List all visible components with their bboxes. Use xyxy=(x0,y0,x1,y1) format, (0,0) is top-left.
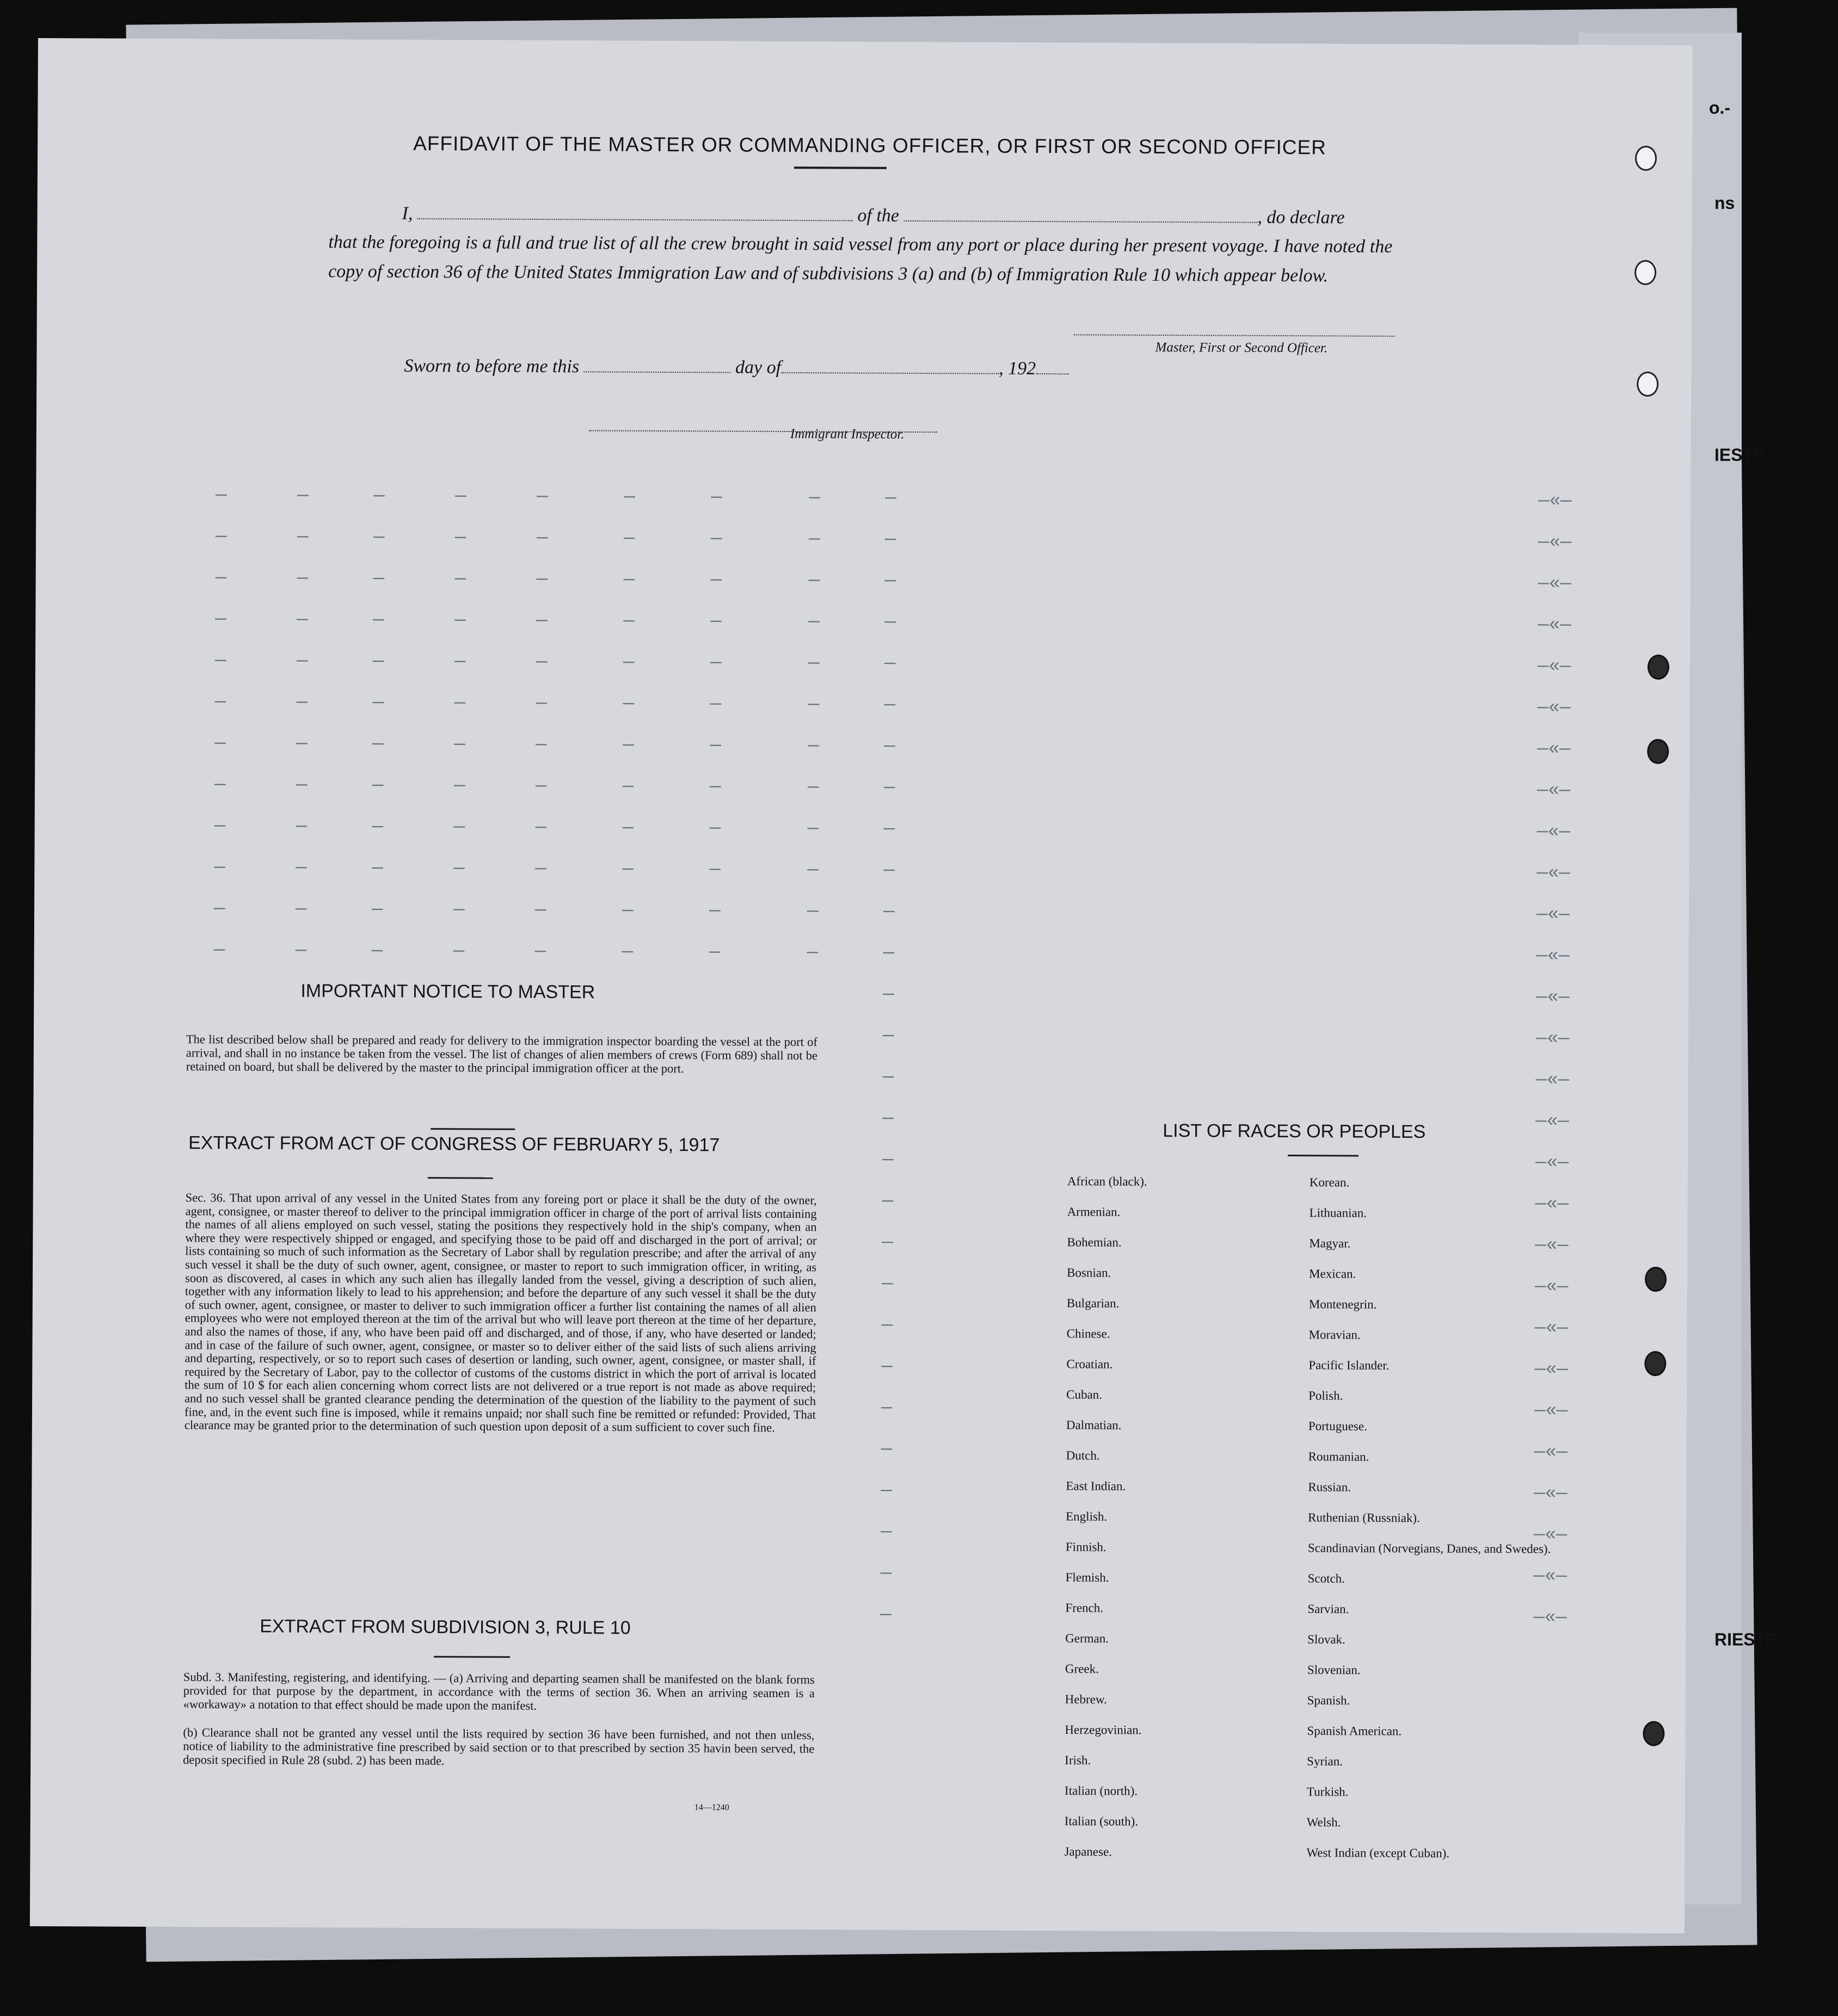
master-signature-line[interactable] xyxy=(1074,334,1395,337)
affidavit-of-the: of the xyxy=(857,205,899,226)
race-item: Roumanian. xyxy=(1308,1450,1369,1464)
bleed-through-mark: — xyxy=(881,1315,893,1336)
section-rule xyxy=(434,1656,510,1658)
bleed-through-mark: — xyxy=(371,940,383,961)
race-item: Syrian. xyxy=(1307,1754,1343,1768)
sworn-day-of: day of xyxy=(735,357,782,378)
punch-hole xyxy=(1645,1267,1667,1292)
bleed-through-mark: — xyxy=(808,570,820,591)
race-item: Slovenian. xyxy=(1307,1663,1361,1677)
bleed-through-mark: —«— xyxy=(1536,987,1570,1008)
bleed-through-mark: —«— xyxy=(1533,1607,1567,1629)
bleed-through-mark: — xyxy=(880,1563,892,1584)
bleed-through-mark: — xyxy=(296,651,308,672)
bleed-through-mark: — xyxy=(710,570,722,591)
officer-name-field[interactable] xyxy=(417,203,853,221)
bleed-through-mark: — xyxy=(884,612,896,633)
bleed-through-mark: — xyxy=(373,485,385,507)
rule-extract-para-a: Subd. 3. Manifesting, registering, and identifying. — (a) Arriving and departing seamen shall be manifested on the blank forms provided for that purpose by the department, in accordance with the terms of section 36. When an arriving seamen is a «workaway» a notation to that effect should be made upon the manifest. xyxy=(183,1670,815,1713)
race-item: Scandinavian (Norvegians, Danes, and Swedes). xyxy=(1307,1541,1551,1556)
race-item: Montenegrin. xyxy=(1308,1297,1377,1311)
race-item: Greek. xyxy=(1065,1662,1099,1676)
inspector-signature-label: Immigrant Inspector. xyxy=(790,427,905,442)
bleed-through-mark: — xyxy=(881,1273,893,1294)
bleed-through-mark: — xyxy=(295,899,307,920)
bleed-through-mark: —«— xyxy=(1536,946,1570,967)
act-extract-title: EXTRACT FROM ACT OF CONGRESS OF FEBRUARY 5, 1917 xyxy=(188,1132,720,1156)
bleed-through-mark: —«— xyxy=(1535,1028,1570,1050)
bleed-through-mark: — xyxy=(880,1604,892,1625)
race-item: Dalmatian. xyxy=(1066,1418,1122,1432)
bleed-through-mark: — xyxy=(884,529,896,550)
bleed-through-mark: — xyxy=(882,1025,894,1046)
bleed-through-mark: — xyxy=(709,776,721,798)
bleed-through-mark: — xyxy=(622,900,634,921)
bleed-through-mark: —«— xyxy=(1533,1525,1567,1546)
notice-title: IMPORTANT NOTICE TO MASTER xyxy=(300,981,595,1003)
bleed-through-mark: — xyxy=(454,610,466,631)
race-item: Dutch. xyxy=(1066,1448,1100,1463)
bleed-through-mark: — xyxy=(536,693,548,714)
race-item: Hebrew. xyxy=(1065,1692,1107,1706)
bleed-through-mark: — xyxy=(454,734,465,755)
punch-hole xyxy=(1637,372,1658,397)
bleed-through-mark: — xyxy=(297,527,309,548)
section-rule xyxy=(431,1128,515,1130)
bleed-through-mark: —«— xyxy=(1534,1277,1569,1298)
bleed-through-mark: — xyxy=(297,609,308,631)
race-item: Spanish American. xyxy=(1307,1724,1402,1738)
bleed-through-mark: — xyxy=(709,901,721,922)
sworn-month-field[interactable] xyxy=(781,357,999,374)
bleed-through-mark: — xyxy=(623,528,635,549)
bleed-through-mark: — xyxy=(883,942,895,964)
bleed-through-mark: — xyxy=(296,858,307,879)
bleed-through-mark: —«— xyxy=(1535,1152,1569,1174)
bleed-through-mark: —«— xyxy=(1537,739,1571,760)
bleed-through-mark: — xyxy=(622,941,634,963)
bleed-through-mark: —«— xyxy=(1536,780,1571,802)
bleed-through-mark: — xyxy=(710,528,722,550)
bleed-through-mark: — xyxy=(295,940,307,961)
bleed-through-mark: — xyxy=(881,1480,892,1501)
bleed-through-mark: — xyxy=(214,774,226,796)
race-item: Welsh. xyxy=(1306,1815,1341,1829)
race-item: Portuguese. xyxy=(1308,1419,1367,1433)
bleed-through-mark: — xyxy=(373,568,385,589)
race-item: Magyar. xyxy=(1309,1236,1351,1250)
bleed-through-mark: — xyxy=(535,858,546,880)
bleed-through-mark: — xyxy=(536,528,548,549)
bleed-through-mark: —«— xyxy=(1535,1111,1569,1132)
bleed-through-mark: — xyxy=(216,485,227,506)
race-item: Spanish. xyxy=(1307,1693,1350,1707)
race-item: Ruthenian (Russniak). xyxy=(1308,1511,1420,1525)
bleed-through-mark: — xyxy=(623,652,635,673)
rule-extract-title: EXTRACT FROM SUBDIVISION 3, RULE 10 xyxy=(260,1616,631,1638)
races-title: LIST OF RACES OR PEOPLES xyxy=(1163,1120,1426,1143)
title-rule xyxy=(794,167,887,169)
bleed-through-mark: —«— xyxy=(1538,615,1571,636)
bleed-through-mark: — xyxy=(453,817,465,838)
bleed-through-mark: — xyxy=(455,486,466,507)
race-item: Italian (north). xyxy=(1064,1784,1138,1798)
bleed-through-mark: — xyxy=(453,899,465,921)
bleed-through-mark: — xyxy=(453,775,465,797)
race-item: Japanese. xyxy=(1064,1845,1112,1859)
act-extract-body: Sec. 36. That upon arrival of any vessel in the United States from any foreing port or place it shall be the duty of the owner, agent, consignee, or master thereof to deliver to the principal immigration officer in charge of the port of arrival lists containing the names of all aliens employed on such vessel, stating the positions they respectively hold in the ship's company, when an where they were respectively shipped or engaged, and specifying those to be paid off and discharged in the port of arrival; or lists containing so much of such information as the Secretary of Labor shall by regulation prescribe; and after the arrival of any such vessel it shall be the duty of such owner, agent, consignee, or master to report to such immigration officer, in writing, as soon as discovered, al cases in which any such alien has illegally landed from the vessel, giving a description of such alien, together with any information likely to lead to his apprehension; and before the departure of any such vessel it shall be the duty of such owner, agent, consignee, or master to deliver to such immigration officer a further list containing the names of all alien employees who were not employed thereon at the tim of the arrival but who will leave port thereon at the time of her departure, and also the names of those, if any, who have been paid off and discharged, and of those, if any, who have deserted or landed; and in case of the failure of such owner, agent, consignee, or master so to deliver either of the said lists of such aliens arriving and departing, respectively, or so to report such cases of desertion or landing, such owner, agent, consignee, or master shall, if required by the Secretary of Labor, pay to the collector of customs of the customs district in which the port of arrival is located the sum of 10 $ for each alien concerning whom correct lists are not delivered or a true report is not made as above required; and no such vessel shall be granted clearance pending the determination of the question of the liability to the payment of such fine, and, in the event such fine is imposed, while it remains unpaid; nor shall such fine be remitted or refunded: Provided, That clearance may be granted prior to the determination of such question upon deposit of a sum sufficient to cover such fine. xyxy=(184,1191,817,1435)
bleed-through-mark: — xyxy=(622,776,634,797)
punch-hole xyxy=(1647,739,1669,764)
bleed-through-mark: — xyxy=(535,776,547,797)
bleed-through-mark: —«— xyxy=(1535,1194,1569,1215)
bleed-through-mark: — xyxy=(884,694,896,716)
bleed-through-mark: —«— xyxy=(1537,656,1571,677)
bleed-through-mark: —«— xyxy=(1538,532,1572,553)
bleed-through-mark: — xyxy=(808,694,820,716)
sworn-year: , 192 xyxy=(999,358,1036,379)
affidavit-title: AFFIDAVIT OF THE MASTER OR COMMANDING OFFICER, OR FIRST OR SECOND OFFICER xyxy=(413,132,1327,159)
race-item: Armenian. xyxy=(1067,1205,1121,1219)
bleed-through-mark: — xyxy=(883,901,895,922)
bleed-through-mark: — xyxy=(623,569,635,590)
race-item: Turkish. xyxy=(1306,1785,1349,1799)
affidavit-i: I, xyxy=(402,203,413,224)
bleed-through-mark: — xyxy=(622,859,634,880)
bleed-through-mark: — xyxy=(296,692,308,713)
margin-mark-trieste-1: IESTE xyxy=(1714,445,1765,465)
bleed-through-mark: — xyxy=(296,775,308,796)
race-item: Cuban. xyxy=(1066,1388,1103,1402)
bleed-through-mark: — xyxy=(882,1108,894,1129)
affidavit-do-declare: , do declare xyxy=(1257,207,1345,228)
bleed-through-mark: — xyxy=(453,941,465,962)
bleed-through-mark: — xyxy=(807,942,819,964)
affidavit-body: that the foregoing is a full and true list of all the crew brought in said vessel from any port or place during her present voyage. I have noted the copy of section 36 of the United States Immigration Law and of subdivisions 3 (a) and (b) of Immigration Rule 10 which appear below. xyxy=(328,232,1393,286)
race-item: Finnish. xyxy=(1065,1540,1107,1554)
bleed-through-mark: — xyxy=(623,611,635,632)
bleed-through-mark: — xyxy=(880,1521,892,1543)
margin-mark-top-right: o.- xyxy=(1709,98,1731,118)
form-sheet xyxy=(30,38,1693,1933)
race-item: Korean. xyxy=(1309,1175,1350,1189)
bleed-through-mark: — xyxy=(622,817,634,839)
bleed-through-mark: — xyxy=(373,609,384,631)
race-item: Croatian. xyxy=(1066,1357,1113,1371)
race-item: Herzegovinian. xyxy=(1065,1723,1142,1737)
bleed-through-mark: — xyxy=(536,652,548,673)
bleed-through-mark: — xyxy=(709,859,721,880)
race-item: Irish. xyxy=(1065,1753,1091,1767)
bleed-through-mark: — xyxy=(807,901,819,922)
section-rule xyxy=(1288,1155,1358,1157)
bleed-through-mark: — xyxy=(884,653,896,674)
bleed-through-mark: — xyxy=(710,735,721,756)
bleed-through-mark: —«— xyxy=(1535,1235,1569,1256)
bleed-through-mark: — xyxy=(215,609,226,630)
rule-extract-para-b: (b) Clearance shall not be granted any vessel until the lists required by section 36 have been furnished, and not then unless, notice of liability to the administrative fine prescribed by said section or to that prescribed by section 35 havin been served, the deposit specified in Rule 28 (subd. 2) has been made. xyxy=(183,1725,815,1768)
vessel-name-field[interactable] xyxy=(903,205,1257,223)
bleed-through-mark: —«— xyxy=(1538,491,1572,512)
race-item: Bosnian. xyxy=(1067,1266,1111,1280)
bleed-through-mark: — xyxy=(214,692,226,713)
bleed-through-mark: — xyxy=(710,611,722,632)
margin-mark-side-right: ns xyxy=(1714,193,1735,213)
bleed-through-mark: — xyxy=(213,940,225,961)
bleed-through-mark: — xyxy=(373,527,385,548)
bleed-through-mark: — xyxy=(372,692,384,713)
bleed-through-mark: — xyxy=(372,816,384,837)
sworn-line xyxy=(404,355,1068,379)
bleed-through-mark: — xyxy=(710,694,722,715)
race-item: Bohemian. xyxy=(1067,1235,1122,1249)
race-item: West Indian (except Cuban). xyxy=(1306,1846,1450,1860)
bleed-through-mark: —«— xyxy=(1534,1442,1567,1463)
race-item: Polish. xyxy=(1308,1389,1343,1403)
bleed-through-mark: — xyxy=(372,858,383,879)
punch-hole xyxy=(1648,655,1669,680)
race-item: Mexican. xyxy=(1309,1267,1356,1281)
bleed-through-mark: — xyxy=(808,529,820,550)
notice-body: The list described below shall be prepared and ready for delivery to the immigration inspector boarding the vessel at the port of arrival, and shall in no instance be taken from the vessel. The list of changes of alien members of crews (Form 689) shall not be retained on board, but shall be delivered by the master to the principal immigration officer at the port. xyxy=(186,1032,818,1076)
bleed-through-mark: —«— xyxy=(1533,1566,1567,1587)
race-item: African (black). xyxy=(1067,1174,1147,1188)
race-item: Lithuanian. xyxy=(1309,1206,1367,1220)
bleed-through-mark: —«— xyxy=(1534,1401,1568,1422)
bleed-through-mark: — xyxy=(453,858,465,879)
bleed-through-mark: — xyxy=(881,1397,893,1419)
bleed-through-mark: —«— xyxy=(1534,1318,1568,1339)
race-item: German. xyxy=(1065,1631,1109,1645)
bleed-through-mark: — xyxy=(297,485,309,507)
bleed-through-mark: — xyxy=(372,775,384,796)
bleed-through-mark: —«— xyxy=(1536,822,1570,843)
bleed-through-mark: — xyxy=(807,777,819,798)
bleed-through-mark: — xyxy=(214,816,226,837)
bleed-through-mark: — xyxy=(807,818,819,840)
race-item: Italian (south). xyxy=(1064,1814,1139,1828)
bleed-through-mark: —«— xyxy=(1538,574,1571,595)
bleed-through-mark: — xyxy=(882,1191,894,1212)
bleed-through-mark: — xyxy=(624,486,635,508)
punch-hole xyxy=(1634,260,1656,285)
race-item: Pacific Islander. xyxy=(1308,1358,1390,1372)
bleed-through-mark: — xyxy=(884,736,895,757)
bleed-through-mark: — xyxy=(214,857,225,878)
sworn-year-field[interactable] xyxy=(1036,358,1068,374)
bleed-through-mark: — xyxy=(215,568,227,589)
punch-hole xyxy=(1635,146,1657,171)
race-item: Chinese. xyxy=(1066,1327,1110,1341)
sworn-prefix: Sworn to before me this xyxy=(404,355,580,377)
master-signature-label: Master, First or Second Officer. xyxy=(1155,340,1328,356)
bleed-through-mark: — xyxy=(807,860,819,881)
race-item: East Indian. xyxy=(1066,1479,1126,1493)
bleed-through-mark: — xyxy=(884,570,896,591)
bleed-through-mark: — xyxy=(709,818,721,839)
bleed-through-mark: — xyxy=(454,651,466,673)
bleed-through-mark: — xyxy=(883,984,894,1005)
bleed-through-mark: — xyxy=(709,942,721,963)
bleed-through-mark: —«— xyxy=(1537,698,1571,719)
bleed-through-mark: — xyxy=(882,1066,894,1088)
race-item: Bulgarian. xyxy=(1066,1296,1120,1310)
bleed-through-mark: — xyxy=(883,777,895,798)
race-item: Flemish. xyxy=(1065,1570,1109,1585)
bleed-through-mark: — xyxy=(883,860,895,881)
race-item: English. xyxy=(1066,1509,1108,1524)
bleed-through-mark: — xyxy=(534,941,546,963)
bleed-through-mark: — xyxy=(536,611,548,632)
race-item: Russian. xyxy=(1308,1480,1351,1494)
punch-hole xyxy=(1644,1351,1666,1376)
bleed-through-mark: — xyxy=(372,733,384,755)
section-rule xyxy=(428,1177,493,1179)
race-item: Sarvian. xyxy=(1307,1602,1349,1616)
races-list-right xyxy=(1306,1175,1552,1877)
race-item: French. xyxy=(1065,1601,1104,1615)
race-item: Slovak. xyxy=(1307,1632,1345,1647)
bleed-through-mark: —«— xyxy=(1534,1483,1567,1505)
bleed-through-mark: — xyxy=(809,488,820,509)
affidavit-declaration-line xyxy=(402,203,1345,229)
bleed-through-mark: — xyxy=(883,818,895,840)
bleed-through-mark: — xyxy=(297,568,309,589)
bleed-through-mark: — xyxy=(214,733,226,754)
bleed-through-mark: — xyxy=(623,735,634,756)
bleed-through-mark: — xyxy=(296,816,308,837)
bleed-through-mark: — xyxy=(454,693,466,714)
bleed-through-mark: — xyxy=(371,899,383,920)
sworn-day-field[interactable] xyxy=(584,356,731,373)
bleed-through-mark: — xyxy=(213,898,225,920)
punch-hole xyxy=(1643,1721,1664,1746)
race-item: Scotch. xyxy=(1307,1571,1345,1586)
bleed-through-mark: —«— xyxy=(1534,1359,1568,1380)
bleed-through-mark: — xyxy=(882,1232,893,1253)
bleed-through-mark: — xyxy=(536,735,547,756)
bleed-through-mark: —«— xyxy=(1535,1070,1569,1091)
bleed-through-mark: — xyxy=(534,899,546,921)
bleed-through-mark: —«— xyxy=(1536,863,1570,884)
bleed-through-mark: — xyxy=(808,736,819,757)
races-list-left xyxy=(1064,1174,1147,1876)
bleed-through-mark: — xyxy=(881,1439,893,1460)
race-item: Moravian. xyxy=(1308,1328,1361,1342)
bleed-through-mark: — xyxy=(296,733,308,755)
bleed-through-mark: — xyxy=(537,486,548,508)
bleed-through-mark: — xyxy=(882,1149,894,1170)
bleed-through-mark: — xyxy=(885,488,896,509)
bleed-through-mark: — xyxy=(454,527,466,548)
form-number: 14—1240 xyxy=(694,1803,729,1812)
bleed-through-mark: — xyxy=(711,487,722,508)
bleed-through-mark: —«— xyxy=(1536,904,1570,926)
bleed-through-mark: — xyxy=(808,612,820,633)
bleed-through-mark: — xyxy=(215,526,227,547)
bleed-through-mark: — xyxy=(536,569,548,590)
bleed-through-mark: — xyxy=(710,652,722,674)
bleed-through-mark: — xyxy=(535,817,547,839)
bleed-through-mark: — xyxy=(623,693,635,714)
bleed-through-mark: — xyxy=(214,650,226,671)
bleed-through-mark: — xyxy=(808,653,820,674)
bleed-through-mark: — xyxy=(881,1356,893,1377)
bleed-through-mark: — xyxy=(372,651,384,672)
margin-mark-trieste-2: RIESTE xyxy=(1714,1630,1778,1649)
bleed-through-mark: — xyxy=(454,569,466,590)
